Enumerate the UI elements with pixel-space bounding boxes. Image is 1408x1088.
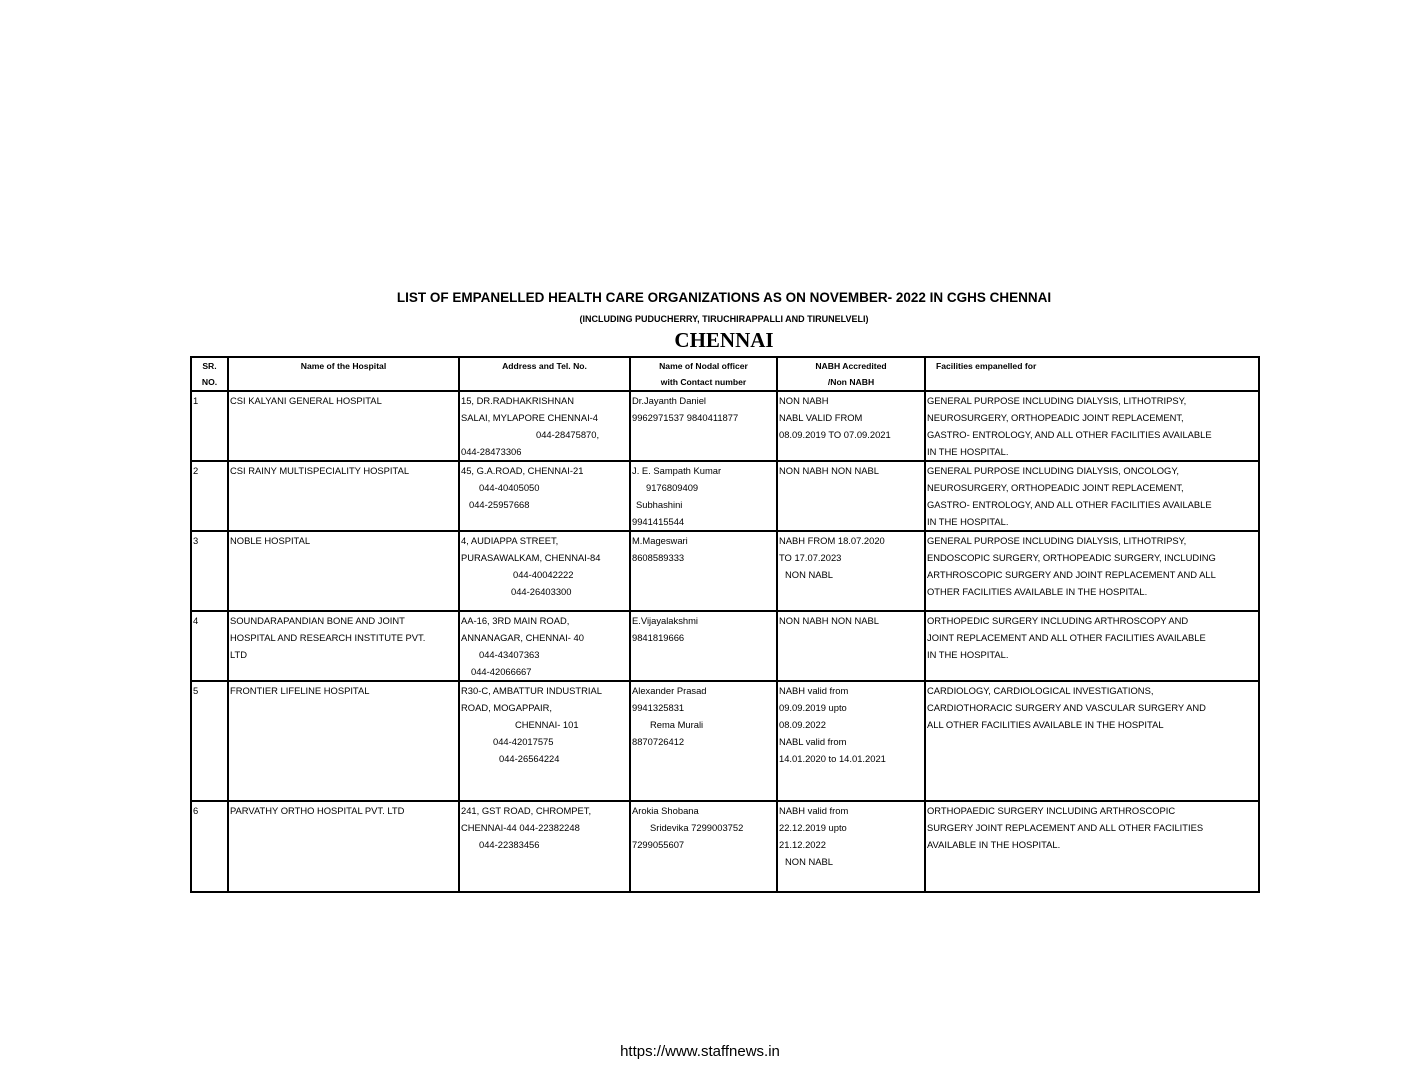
cell-line: CARDIOTHORACIC SURGERY AND VASCULAR SURGERY AND	[927, 702, 1206, 713]
cell-line: R30-C, AMBATTUR INDUSTRIAL	[461, 685, 602, 696]
cell-line: 22.12.2019 upto	[779, 822, 847, 833]
cell-line: GENERAL PURPOSE INCLUDING DIALYSIS, ONCOLOGY,	[927, 465, 1179, 476]
cell-line: 044-42066667	[471, 666, 532, 677]
cell-line: NEUROSURGERY, ORTHOPEADIC JOINT REPLACEMENT,	[927, 412, 1184, 423]
cell-facilities	[925, 801, 1259, 892]
cell-line: ENDOSCOPIC SURGERY, ORTHOPEADIC SURGERY, INCLUDING	[927, 552, 1216, 563]
cell-line: SOUNDARAPANDIAN BONE AND JOINT	[230, 615, 405, 626]
cell-line: NON NABH NON NABL	[779, 615, 880, 626]
cell-line: SURGERY JOINT REPLACEMENT AND ALL OTHER FACILITIES	[927, 822, 1204, 833]
cell-nabh	[777, 611, 925, 681]
cell-nodal-officer	[630, 681, 777, 801]
cell-line: NABL valid from	[779, 736, 847, 747]
cell-line: 044-25957668	[469, 499, 530, 510]
header-line: NO.	[201, 377, 218, 387]
cell-line: LTD	[230, 649, 248, 660]
cell-line: 9941415544	[632, 516, 685, 527]
cell-line: OTHER FACILITIES AVAILABLE IN THE HOSPITAL.	[927, 586, 1148, 597]
cell-line: CHENNAI-44 044-22382248	[461, 822, 580, 833]
cell-hospital-name	[228, 391, 459, 461]
cell-line: 044-28473306	[461, 446, 522, 457]
cell-nodal-officer	[630, 461, 777, 531]
cell-facilities	[925, 391, 1259, 461]
cell-line: J. E. Sampath Kumar	[632, 465, 722, 476]
cell-hospital-name	[228, 801, 459, 892]
cell-line: SALAI, MYLAPORE CHENNAI-4	[461, 412, 599, 423]
cell-line: 044-43407363	[479, 649, 540, 660]
cell-line: 044-28475870,	[536, 429, 600, 440]
cell-line: 9962971537 9840411877	[632, 412, 739, 423]
cell-line: CARDIOLOGY, CARDIOLOGICAL INVESTIGATIONS,	[927, 685, 1154, 696]
cell-line: 21.12.2022	[779, 839, 826, 850]
table-row	[191, 681, 1259, 801]
cell-line: ROAD, MOGAPPAIR,	[461, 702, 552, 713]
cell-line: IN THE HOSPITAL.	[927, 446, 1009, 457]
cell-line: 4, AUDIAPPA STREET,	[461, 535, 559, 546]
cell-line: 9176809409	[646, 482, 699, 493]
cell-line: 044-42017575	[493, 736, 554, 747]
cell-line: CSI KALYANI GENERAL HOSPITAL	[230, 395, 382, 406]
cell-line: 044-40042222	[513, 569, 574, 580]
table-row	[191, 461, 1259, 531]
cell-line: FRONTIER LIFELINE HOSPITAL	[230, 685, 370, 696]
cell-line: NON NABH NON NABL	[779, 465, 880, 476]
cell-line: Sridevika 7299003752	[650, 822, 744, 833]
cell-line: 241, GST ROAD, CHROMPET,	[461, 805, 592, 816]
header-line: Address and Tel. No.	[502, 361, 587, 371]
cell-line: 08.09.2022	[779, 719, 826, 730]
cell-address	[459, 531, 630, 611]
cell-line: 8608589333	[632, 552, 685, 563]
cell-line: ORTHOPEDIC SURGERY INCLUDING ARTHROSCOPY AND	[927, 615, 1189, 626]
cell-line: 09.09.2019 upto	[779, 702, 847, 713]
document-subtitle: (INCLUDING PUDUCHERRY, TIRUCHIRAPPALLI AND TIRUNELVELI)	[579, 314, 869, 324]
cell-nabh	[777, 461, 925, 531]
table-row	[191, 531, 1259, 611]
cell-line: 044-26403300	[511, 586, 572, 597]
cell-line: NON NABL	[785, 856, 833, 867]
header-facilities	[925, 357, 1259, 391]
cell-sr: 6	[191, 801, 228, 892]
cell-sr: 3	[191, 531, 228, 611]
cell-nabh	[777, 391, 925, 461]
cell-hospital-name	[228, 461, 459, 531]
cell-hospital-name	[228, 611, 459, 681]
cell-sr: 4	[191, 611, 228, 681]
cell-line: AA-16, 3RD MAIN ROAD,	[461, 615, 570, 626]
cell-line: AVAILABLE IN THE HOSPITAL.	[927, 839, 1061, 850]
cell-line: 9841819666	[632, 632, 685, 643]
table-row	[191, 801, 1259, 892]
cell-line: E.Vijayalakshmi	[632, 615, 699, 626]
cell-line: ALL OTHER FACILITIES AVAILABLE IN THE HOSPITAL	[927, 719, 1164, 730]
header-address	[459, 357, 630, 391]
header-line: with Contact number	[660, 377, 747, 387]
cell-address	[459, 391, 630, 461]
header-nodal-officer	[630, 357, 777, 391]
header-line: Name of Nodal officer	[659, 361, 748, 371]
cell-address	[459, 681, 630, 801]
cell-line: PURASAWALKAM, CHENNAI-84	[461, 552, 601, 563]
cell-nodal-officer	[630, 801, 777, 892]
cell-hospital-name	[228, 681, 459, 801]
document-title: LIST OF EMPANELLED HEALTH CARE ORGANIZATIONS AS ON NOVEMBER- 2022 IN CGHS CHENNAI	[396, 290, 1052, 305]
cell-line: NABL VALID FROM	[779, 412, 863, 423]
cell-nabh	[777, 801, 925, 892]
cell-line: NABH valid from	[779, 685, 849, 696]
cell-line: GASTRO- ENTROLOGY, AND ALL OTHER FACILITIES AVAILABLE	[927, 499, 1212, 510]
cell-sr: 2	[191, 461, 228, 531]
cell-hospital-name	[228, 531, 459, 611]
hospital-table	[190, 356, 1260, 893]
cell-line: 044-26564224	[499, 753, 560, 764]
cell-line: Dr.Jayanth Daniel	[632, 395, 706, 406]
cell-line: TO 17.07.2023	[779, 552, 842, 563]
cell-address	[459, 611, 630, 681]
cell-nodal-officer	[630, 611, 777, 681]
cell-line: IN THE HOSPITAL.	[927, 516, 1009, 527]
cell-line: M.Mageswari	[632, 535, 688, 546]
header-line: SR.	[202, 361, 217, 371]
cell-line: ARTHROSCOPIC SURGERY AND JOINT REPLACEMENT AND ALL	[927, 569, 1216, 580]
cell-line: NABH valid from	[779, 805, 849, 816]
cell-line: NOBLE HOSPITAL	[230, 535, 311, 546]
cell-line: 14.01.2020 to 14.01.2021	[779, 753, 886, 764]
header-line: Name of the Hospital	[300, 361, 387, 371]
cell-nabh	[777, 531, 925, 611]
footer-url: https://www.staffnews.in	[620, 1043, 780, 1060]
cell-line: HOSPITAL AND RESEARCH INSTITUTE PVT.	[230, 632, 426, 643]
cell-line: GASTRO- ENTROLOGY, AND ALL OTHER FACILITIES AVAILABLE	[927, 429, 1212, 440]
cell-nodal-officer	[630, 531, 777, 611]
header-line: Facilities empanelled for	[936, 361, 1037, 371]
table-header-row	[191, 357, 1259, 391]
cell-line: CSI RAINY MULTISPECIALITY HOSPITAL	[230, 465, 410, 476]
cell-line: CHENNAI- 101	[515, 719, 579, 730]
cell-line: 044-40405050	[479, 482, 540, 493]
cell-line: JOINT REPLACEMENT AND ALL OTHER FACILITIES AVAILABLE	[927, 632, 1206, 643]
cell-line: Subhashini	[636, 499, 683, 510]
cell-line: 08.09.2019 TO 07.09.2021	[779, 429, 891, 440]
cell-line: 044-22383456	[479, 839, 540, 850]
cell-line: IN THE HOSPITAL.	[927, 649, 1009, 660]
cell-line: PARVATHY ORTHO HOSPITAL PVT. LTD	[230, 805, 405, 816]
cell-facilities	[925, 461, 1259, 531]
cell-facilities	[925, 531, 1259, 611]
cell-line: 8870726412	[632, 736, 685, 747]
cell-sr: 5	[191, 681, 228, 801]
cell-line: GENERAL PURPOSE INCLUDING DIALYSIS, LITHOTRIPSY,	[927, 395, 1187, 406]
cell-sr: 1	[191, 391, 228, 461]
city-heading: CHENNAI	[674, 328, 774, 352]
cell-nabh	[777, 681, 925, 801]
cell-line: Rema Murali	[650, 719, 704, 730]
cell-address	[459, 461, 630, 531]
cell-address	[459, 801, 630, 892]
cell-line: Arokia Shobana	[632, 805, 699, 816]
cell-line: NEUROSURGERY, ORTHOPEADIC JOINT REPLACEMENT,	[927, 482, 1184, 493]
cell-line: 7299055607	[632, 839, 685, 850]
table-row	[191, 391, 1259, 461]
header-line: /Non NABH	[827, 377, 875, 387]
cell-line: Alexander Prasad	[632, 685, 707, 696]
cell-line: 9941325831	[632, 702, 685, 713]
table-row	[191, 611, 1259, 681]
header-nabh	[777, 357, 925, 391]
cell-facilities	[925, 681, 1259, 801]
cell-line: NON NABL	[785, 569, 833, 580]
cell-line: 45, G.A.ROAD, CHENNAI-21	[461, 465, 584, 476]
cell-line: NON NABH	[779, 395, 829, 406]
cell-line: GENERAL PURPOSE INCLUDING DIALYSIS, LITHOTRIPSY,	[927, 535, 1187, 546]
header-sr-no	[191, 357, 228, 391]
cell-line: 15, DR.RADHAKRISHNAN	[461, 395, 575, 406]
cell-line: NABH FROM 18.07.2020	[779, 535, 885, 546]
header-hospital-name	[228, 357, 459, 391]
cell-line: ORTHOPAEDIC SURGERY INCLUDING ARTHROSCOPIC	[927, 805, 1176, 816]
cell-facilities	[925, 611, 1259, 681]
cell-nodal-officer	[630, 391, 777, 461]
header-line: NABH Accredited	[815, 361, 887, 371]
cell-line: ANNANAGAR, CHENNAI- 40	[461, 632, 584, 643]
